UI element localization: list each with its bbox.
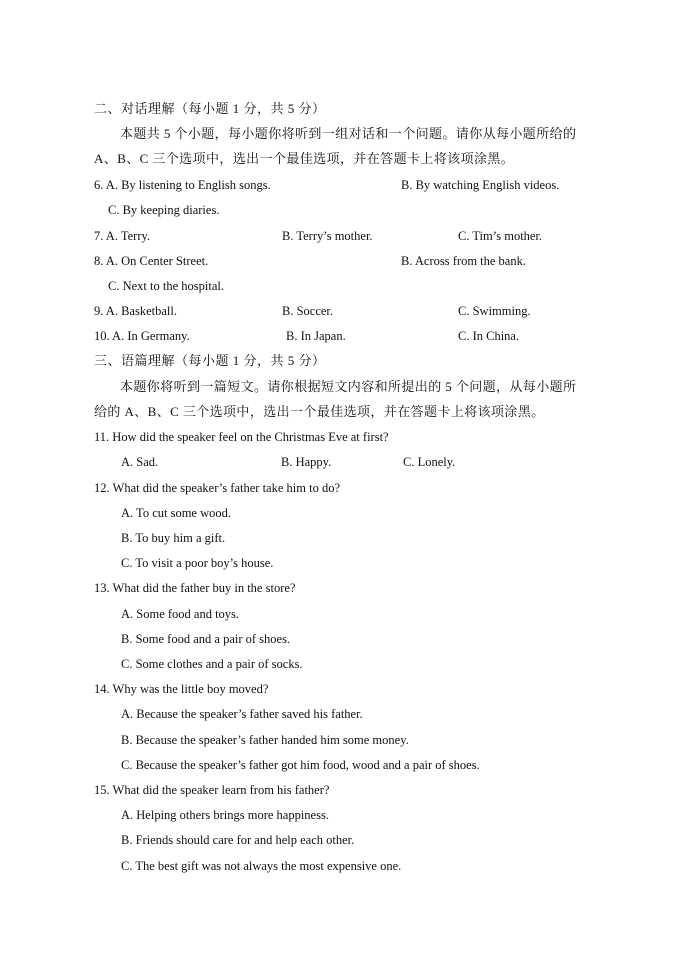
question-12-row	[0, 476, 688, 500]
section-2-title: 二、对话理解（每小题 1 分，共 5 分）	[94, 101, 326, 116]
q11-question: 11. How did the speaker feel on the Christmas Eve at first?	[94, 430, 389, 444]
q14-option-a: A. Because the speaker’s father saved his father.	[121, 707, 363, 721]
q8-option-b: B. Across from the bank.	[401, 254, 526, 268]
section-2-instruction-2: A、B、C 三个选项中，选出一个最佳选项，并在答题卡上将该项涂黑。	[94, 151, 515, 166]
question-12-option-c-row	[0, 551, 688, 575]
section-3-instruction-row-1	[0, 375, 688, 399]
question-14-option-c-row	[0, 753, 688, 777]
question-8-row-2	[0, 274, 688, 298]
q14-question: 14. Why was the little boy moved?	[94, 682, 269, 696]
question-11-options	[0, 450, 688, 474]
question-15-option-c-row	[0, 854, 688, 878]
q9-option-a: 9. A. Basketball.	[94, 304, 177, 318]
q6-option-c: C. By keeping diaries.	[108, 203, 220, 217]
q8-option-a: 8. A. On Center Street.	[94, 254, 209, 268]
q9-option-b: B. Soccer.	[282, 304, 334, 318]
section-2-instruction-1: 本题共 5 个小题，每小题你将听到一组对话和一个问题。请你从每小题所给的	[120, 126, 577, 141]
q14-option-c: C. Because the speaker’s father got him food, wood and a pair of shoes.	[121, 758, 480, 772]
q9-option-c: C. Swimming.	[458, 304, 531, 318]
question-6-row-1	[0, 173, 688, 197]
question-14-option-a-row	[0, 702, 688, 726]
question-13-option-b-row	[0, 627, 688, 651]
question-9-row	[0, 299, 688, 323]
q10-option-b: B. In Japan.	[286, 329, 346, 343]
q12-option-c: C. To visit a poor boy’s house.	[121, 556, 274, 570]
q6-option-a: 6. A. By listening to English songs.	[94, 178, 271, 192]
section-3-instruction-row-2	[0, 400, 688, 424]
q10-option-a: 10. A. In Germany.	[94, 329, 190, 343]
section-3-title: 三、语篇理解（每小题 1 分，共 5 分）	[94, 353, 326, 368]
q13-question: 13. What did the father buy in the store?	[94, 581, 296, 595]
section-2-instruction-row-1	[0, 122, 688, 146]
q8-option-c: C. Next to the hospital.	[108, 279, 224, 293]
section-3-header	[0, 349, 688, 373]
q11-option-a: A. Sad.	[121, 455, 159, 469]
question-15-row	[0, 778, 688, 802]
question-12-option-a-row	[0, 501, 688, 525]
q13-option-a: A. Some food and toys.	[121, 607, 240, 621]
q11-option-c: C. Lonely.	[403, 455, 456, 469]
q13-option-c: C. Some clothes and a pair of socks.	[121, 657, 303, 671]
question-15-option-a-row	[0, 803, 688, 827]
question-15-option-b-row	[0, 828, 688, 852]
q7-option-c: C. Tim’s mother.	[458, 229, 543, 243]
question-12-option-b-row	[0, 526, 688, 550]
question-14-option-b-row	[0, 728, 688, 752]
q15-question: 15. What did the speaker learn from his father?	[94, 783, 330, 797]
q6-option-b: B. By watching English videos.	[401, 178, 560, 192]
q12-option-b: B. To buy him a gift.	[121, 531, 226, 545]
question-10-row	[0, 324, 688, 348]
section-2-instruction-row-2	[0, 147, 688, 171]
section-3-instruction-1: 本题你将听到一篇短文。请你根据短文内容和所提出的 5 个问题，从每小题所	[120, 379, 577, 394]
q14-option-b: B. Because the speaker’s father handed him some money.	[121, 733, 409, 747]
question-7-row	[0, 224, 688, 248]
section-3-instruction-2: 给的 A、B、C 三个选项中，选出一个最佳选项，并在答题卡上将该项涂黑。	[94, 404, 545, 419]
section-2-header	[0, 97, 688, 121]
q11-option-b: B. Happy.	[281, 455, 332, 469]
q12-question: 12. What did the speaker’s father take him to do?	[94, 481, 340, 495]
question-14-row	[0, 677, 688, 701]
question-6-row-2	[0, 198, 688, 222]
q12-option-a: A. To cut some wood.	[121, 506, 231, 520]
q15-option-a: A. Helping others brings more happiness.	[121, 808, 329, 822]
q10-option-c: C. In China.	[458, 329, 520, 343]
question-13-row	[0, 576, 688, 600]
q15-option-b: B. Friends should care for and help each other.	[121, 833, 355, 847]
question-13-option-c-row	[0, 652, 688, 676]
q15-option-c: C. The best gift was not always the most expensive one.	[121, 859, 402, 873]
q13-option-b: B. Some food and a pair of shoes.	[121, 632, 291, 646]
question-8-row-1	[0, 249, 688, 273]
question-11-row	[0, 425, 688, 449]
q7-option-b: B. Terry’s mother.	[282, 229, 373, 243]
question-13-option-a-row	[0, 602, 688, 626]
q7-option-a: 7. A. Terry.	[94, 229, 151, 243]
